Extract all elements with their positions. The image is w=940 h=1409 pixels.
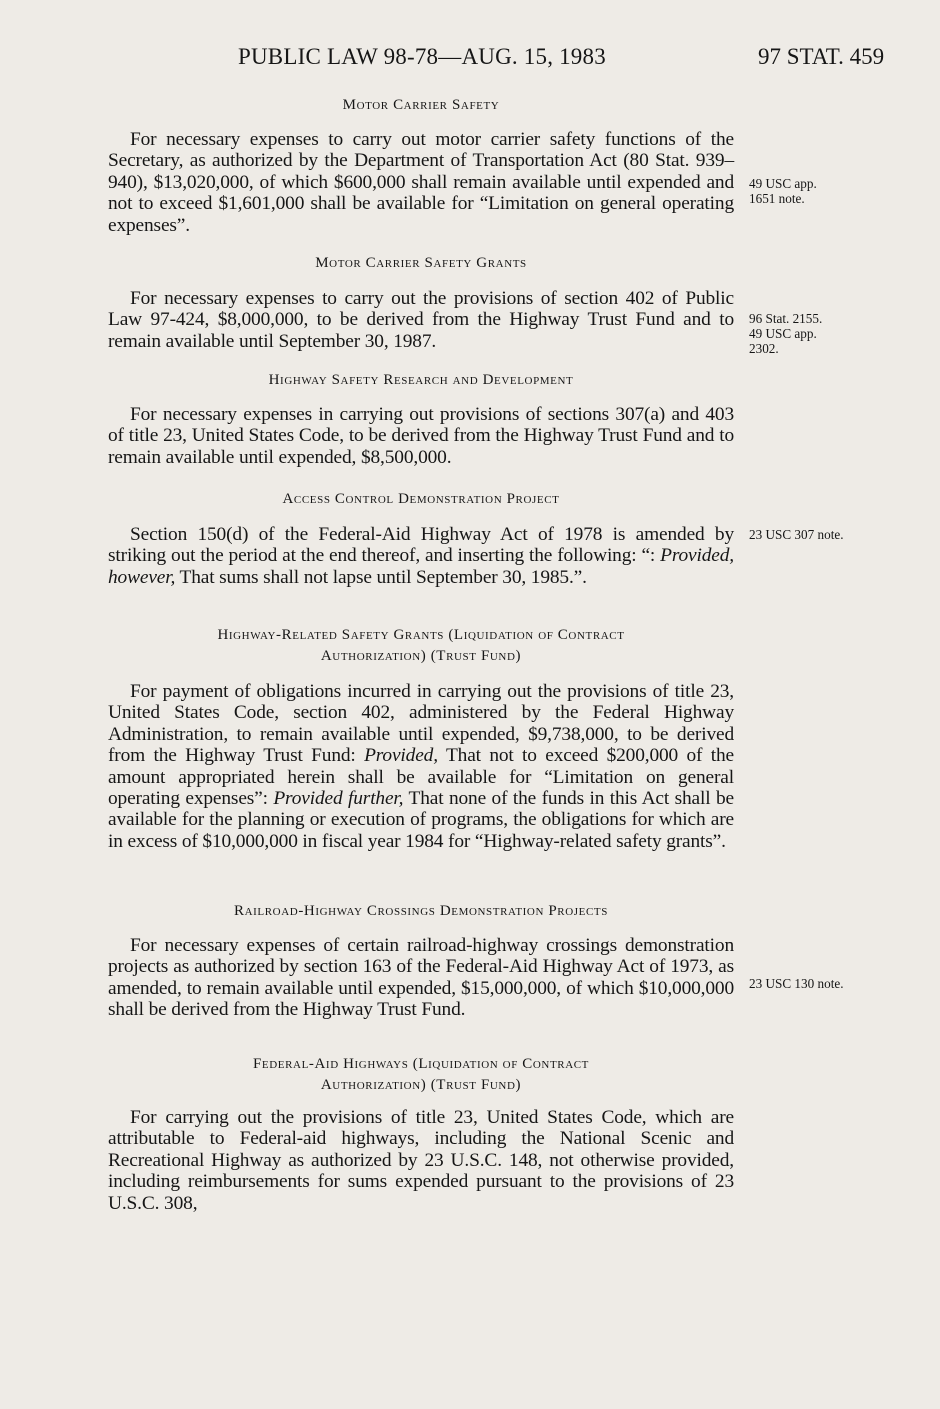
page-header bbox=[0, 44, 940, 78]
margin-note: 96 Stat. 2155. 49 USC app. 2302. bbox=[749, 311, 823, 356]
section-heading-highway-safety-research: Highway Safety Research and Development bbox=[268, 372, 574, 388]
margin-note: 23 USC 130 note. bbox=[749, 976, 844, 991]
section-heading-federal-aid-highways: Federal-Aid Highways (Liquidation of Contract Authorization) (Trust Fund) bbox=[252, 1056, 590, 1093]
margin-note: 49 USC app. 1651 note. bbox=[749, 176, 817, 206]
section-body-railroad-highway-crossings: For necessary expenses of certain railroad-highway crossings demonstration projects as authorized by section 163 of the Federal-Aid Highway Act of 1973, as amended, to remain available until expended, $15,000,000, of which $10,000,000 shall be derived from the Highway Trust Fund. bbox=[108, 935, 734, 1021]
section-heading-access-control: Access Control Demonstration Project bbox=[282, 491, 560, 507]
section-body-highway-related-safety-grants: For payment of obligations incurred in carrying out the provisions of title 23, United States Code, section 402, administered by the Federal Highway Administration, to remain available until expended, $9,738,000, to be derived from the Highway Trust Fund: Provided, That not to exceed $200,000 of the amount appropriated herein shall be available for “Limitation on general operating expenses”: Provided further, That none of the funds in this Act shall be available for the planning or execution of programs, the obligations for which are in excess of $10,000,000 in fiscal year 1984 for “Highway-related safety grants”. bbox=[108, 681, 734, 852]
margin-note: 23 USC 307 note. bbox=[749, 527, 844, 542]
section-body-highway-safety-research: For necessary expenses in carrying out provisions of sections 307(a) and 403 of title 23, United States Code, to be derived from the Highway Trust Fund and to remain available until expended, $8,500,000. bbox=[108, 404, 734, 468]
section-body-access-control: Section 150(d) of the Federal-Aid Highway Act of 1978 is amended by striking out the period at the end thereof, and inserting the following: “: Provided, however, That sums shall not lapse until September 30, 1985.”. bbox=[108, 524, 734, 588]
section-heading-railroad-highway-crossings: Railroad-Highway Crossings Demonstration Projects bbox=[234, 903, 608, 919]
section-body-motor-carrier-safety-grants: For necessary expenses to carry out the provisions of section 402 of Public Law 97-424, $8,000,000, to be derived from the Highway Trust Fund and to remain available until September 30, 1987. bbox=[108, 288, 734, 352]
statute-page-number: 97 STAT. 459 bbox=[758, 44, 885, 69]
section-heading-motor-carrier-safety: Motor Carrier Safety bbox=[342, 97, 500, 113]
section-heading-highway-related-safety-grants: Highway-Related Safety Grants (Liquidation of Contract Authorization) (Trust Fund) bbox=[217, 627, 625, 664]
section-body-motor-carrier-safety: For necessary expenses to carry out motor carrier safety functions of the Secretary, as authorized by the Department of Transportation Act (80 Stat. 939–940), $13,020,000, of which $600,000 shall remain available until expended and not to exceed $1,601,000 shall be available for “Limitation on general operating expenses”. bbox=[108, 129, 734, 236]
page-title: PUBLIC LAW 98-78—AUG. 15, 1983 bbox=[238, 44, 606, 69]
section-heading-motor-carrier-safety-grants: Motor Carrier Safety Grants bbox=[315, 255, 527, 271]
section-body-federal-aid-highways: For carrying out the provisions of title 23, United States Code, which are attributable to Federal-aid highways, including the National Scenic and Recreational Highway as authorized by 23 U.S.C. 148, not otherwise provided, including reimbursements for sums expended pursuant to the provisions of 23 U.S.C. 308, bbox=[108, 1107, 734, 1214]
